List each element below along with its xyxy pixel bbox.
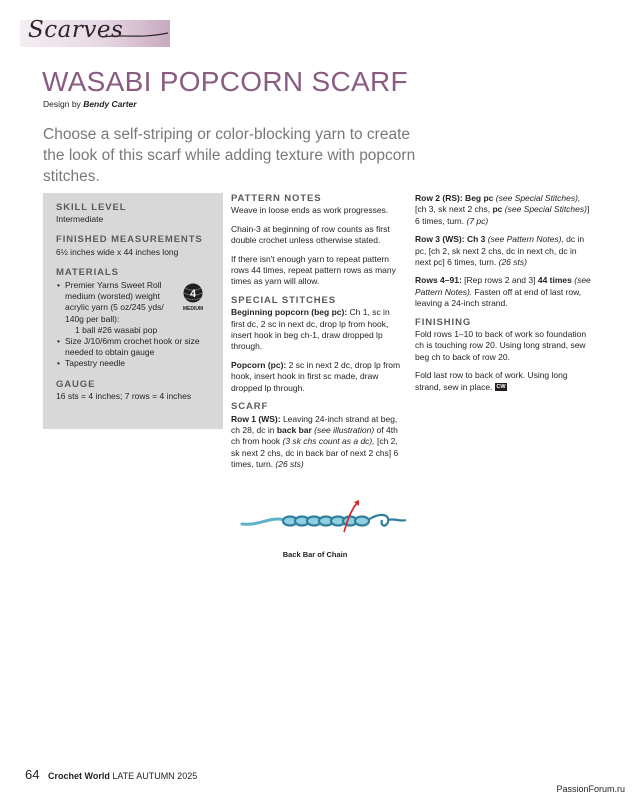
byline [43,99,137,109]
material-subitem: 1 ball #26 wasabi pop [75,324,158,335]
finishing-header: FINISHING [415,316,472,328]
skill-level-value: Intermediate [56,214,104,225]
pattern-row: Rows 4–91: [Rep rows 2 and 3] 44 times (see Pattern Notes). Fasten off at end of last row, leaving a 24-inch strand. [415,275,591,309]
page-footer [25,767,197,782]
measurements-value: 6½ inches wide x 44 inches long [56,246,179,257]
swash-flourish-icon [100,28,170,42]
special-stitch: Beginning popcorn (beg pc): Ch 1, sc in first dc, 2 sc in next dc, drop lp from hook, insert hook in beg ch-1, draw dropped lp through. [231,307,390,352]
pattern-notes-header: PATTERN NOTES [231,193,322,204]
yarn-weight-label: MEDIUM [182,306,204,312]
page-title: WASABI POPCORN SCARF [42,66,408,97]
page-number: 64 [25,767,40,782]
special-stitch: Popcorn (pc): 2 sc in next 2 dc, drop lp from hook, insert hook in first sc made, draw dropped lp through. [231,359,401,393]
pattern-note: Chain-3 at beginning of row counts as first double crochet unless otherwise stated. [231,223,390,246]
measurements-header: FINISHED MEASUREMENTS [56,234,203,246]
byline-prefix: Design by [43,99,81,109]
section-label: Scarves [28,17,124,43]
pattern-note: If there isn't enough yarn to repeat pattern rows 44 times, repeat pattern rows as many times as yarn will allow. [231,253,396,287]
pattern-row: Row 2 (RS): Beg pc (see Special Stitches), [ch 3, sk next 2 chs, pc (see Special Stitches)] 6 times, turn. (7 pc) [415,193,590,226]
pattern-row: Row 3 (WS): Ch 3 (see Pattern Notes), dc in pc, [ch 2, sk next 2 chs, dc in next ch, dc in next pc] 6 times, turn. (26 sts) [415,234,585,268]
magazine-name: Crochet World [47,771,110,781]
issue-label: LATE AUTUMN 2025 [112,771,198,781]
designer-name: Bendy Carter [83,99,137,109]
materials-header: MATERIALS [56,266,119,278]
special-stitches-header: SPECIAL STITCHES [231,294,337,306]
intro-text: Choose a self-striping or color-blocking yarn to create the look of this scarf while adding texture with popcorn stitches. [43,126,416,185]
finishing-step: Fold last row to back of work. Using long strand, sew in place. CW [415,370,568,392]
scarf-header: SCARF [231,401,269,413]
material-item: • Premier Yarns Sweet Roll medium (worsted) weight acrylic yarn (5 oz/245 yds/ 140g per ball): 1 ball #26 wasabi pop [65,280,183,336]
gauge-header: GAUGE [56,378,96,390]
material-item: • Size J/10/6mm crochet hook or size needed to obtain gauge [65,336,216,358]
instructions-column-right [415,193,593,400]
yarn-weight-number: 4 [189,288,197,300]
gauge-value: 16 sts = 4 inches; 7 rows = 4 inches [56,390,192,401]
watermark: PassionForum.ru [556,784,625,794]
material-item: • Tapestry needle [65,358,216,369]
pattern-note: Weave in loose ends as work progresses. [231,205,389,216]
instructions-column-left [231,193,403,478]
back-bar-chain-illustration [240,490,410,550]
end-mark-icon: CW [496,384,506,391]
pattern-row: Row 1 (WS): Leaving 24-inch strand at beg, ch 28, dc in back bar (see illustration) of 4th ch from hook (3 sk chs count as a dc), [ch 2, sk next 2 chs, dc in back bar of next 2 chs] 6 times, turn. (26 sts) [231,413,399,470]
finishing-step: Fold rows 1–10 to back of work so foundation ch is touching row 20. Using long strand, sew beg ch to back of row 20. [415,329,587,362]
figure-caption: Back Bar of Chain [282,550,348,559]
skill-level-header: SKILL LEVEL [56,202,127,213]
yarn-weight-icon [182,282,204,312]
